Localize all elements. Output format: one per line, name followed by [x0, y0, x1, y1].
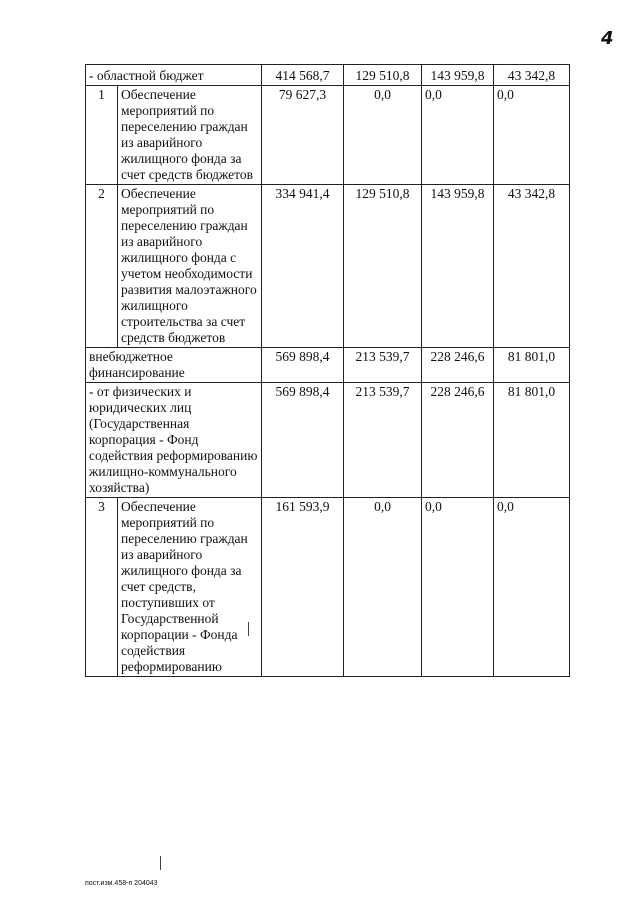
value-year-3: 81 801,0	[494, 383, 570, 498]
value-year-1: 213 539,7	[344, 348, 422, 383]
document-footer: пост.изм.458-п 204043	[85, 880, 158, 887]
value-year-2: 0,0	[422, 86, 494, 185]
value-year-2: 0,0	[422, 498, 494, 677]
value-year-3: 81 801,0	[494, 348, 570, 383]
value-total: 569 898,4	[262, 348, 344, 383]
value-total: 161 593,9	[262, 498, 344, 677]
item-label: Обеспечение мероприятий по переселению граждан из аварийного жилищного фонда за счет средств бюджетов	[118, 86, 262, 185]
row-label: - от физических и юридических лиц (Государственная корпорация - Фонд содействия реформированию жилищно-коммунального хозяйства)	[86, 383, 262, 498]
value-total: 414 568,7	[262, 65, 344, 86]
value-year-3: 43 342,8	[494, 65, 570, 86]
item-number: 2	[86, 185, 118, 348]
scan-mark	[160, 856, 161, 870]
table-row-item-2	[86, 185, 570, 348]
page-number: 4	[601, 28, 614, 49]
value-year-3: 0,0	[494, 86, 570, 185]
table-row-individuals-legal	[86, 383, 570, 498]
row-label: - областной бюджет	[86, 65, 262, 86]
table-row-item-3	[86, 498, 570, 677]
value-year-1: 129 510,8	[344, 185, 422, 348]
table-row-item-1	[86, 86, 570, 185]
value-year-1: 213 539,7	[344, 383, 422, 498]
item-number: 3	[86, 498, 118, 677]
value-year-1: 0,0	[344, 86, 422, 185]
value-year-3: 0,0	[494, 498, 570, 677]
item-label: Обеспечение мероприятий по переселению граждан из аварийного жилищного фонда с учетом необходимости развития малоэтажного жилищного строительства за счет средств бюджетов	[118, 185, 262, 348]
table-row-regional-budget	[86, 65, 570, 86]
value-total: 79 627,3	[262, 86, 344, 185]
value-year-1: 0,0	[344, 498, 422, 677]
value-year-3: 43 342,8	[494, 185, 570, 348]
value-year-2: 143 959,8	[422, 185, 494, 348]
value-total: 569 898,4	[262, 383, 344, 498]
row-label: внебюджетное финансирование	[86, 348, 262, 383]
value-year-2: 143 959,8	[422, 65, 494, 86]
value-year-1: 129 510,8	[344, 65, 422, 86]
item-label: Обеспечение мероприятий по переселению граждан из аварийного жилищного фонда за счет средств, поступивших от Государственной корпорации - Фонда содействия реформированию	[118, 498, 262, 677]
value-year-2: 228 246,6	[422, 348, 494, 383]
table-row-extrabudgetary	[86, 348, 570, 383]
budget-table	[85, 64, 570, 677]
value-year-2: 228 246,6	[422, 383, 494, 498]
item-number: 1	[86, 86, 118, 185]
value-total: 334 941,4	[262, 185, 344, 348]
scan-mark	[248, 622, 249, 636]
